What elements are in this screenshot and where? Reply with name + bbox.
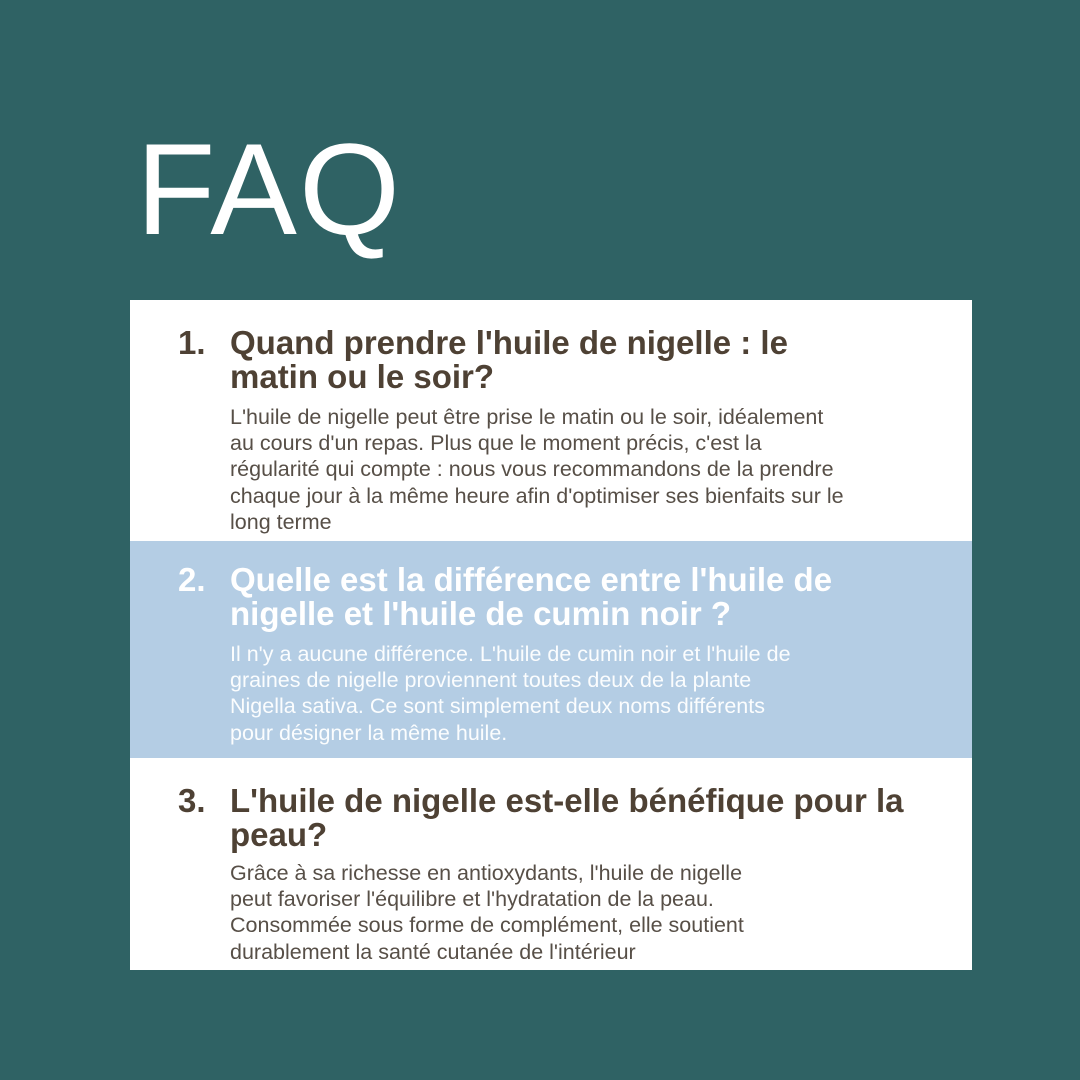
faq-item-1-content — [230, 326, 942, 535]
faq-item-2-content — [230, 563, 942, 746]
question-title-3: L'huile de nigelle est-elle bénéfique pour la peau? — [230, 781, 904, 853]
faq-item-1 — [130, 300, 972, 535]
answer-text-2: Il n'y a aucune différence. L'huile de cumin noir et l'huile de graines de nigelle proviennent toutes deux de la plante Nigella sativa. Ce sont simplement deux noms différents pour désigner la même huile. — [230, 642, 791, 745]
question-title-1: Quand prendre l'huile de nigelle : le matin ou le soir? — [230, 324, 788, 395]
question-number-3: 3. — [178, 781, 206, 819]
question-number-2: 2. — [178, 561, 206, 599]
question-title-2: Quelle est la différence entre l'huile de nigelle et l'huile de cumin noir ? — [230, 561, 833, 633]
faq-item-3 — [130, 758, 972, 965]
answer-text-3: Grâce à sa richesse en antioxydants, l'huile de nigelle peut favoriser l'équilibre et l'hydratation de la peau. Consommée sous forme de complément, elle soutient durablement la santé cutanée de l'intérieur — [230, 860, 744, 964]
faq-item-3-content — [230, 781, 942, 965]
answer-text-1: L'huile de nigelle peut être prise le matin ou le soir, idéalement au cours d'un repas. Plus que le moment précis, c'est la régularité qui compte : nous vous recommandons de la prendre chaque jour à la même heure afin d'optimiser ses bienfaits sur le long terme — [230, 404, 844, 534]
question-number-1: 1. — [178, 324, 206, 361]
faq-card — [130, 300, 972, 970]
faq-item-2-highlighted — [130, 541, 972, 758]
page-title: FAQ — [136, 116, 403, 262]
